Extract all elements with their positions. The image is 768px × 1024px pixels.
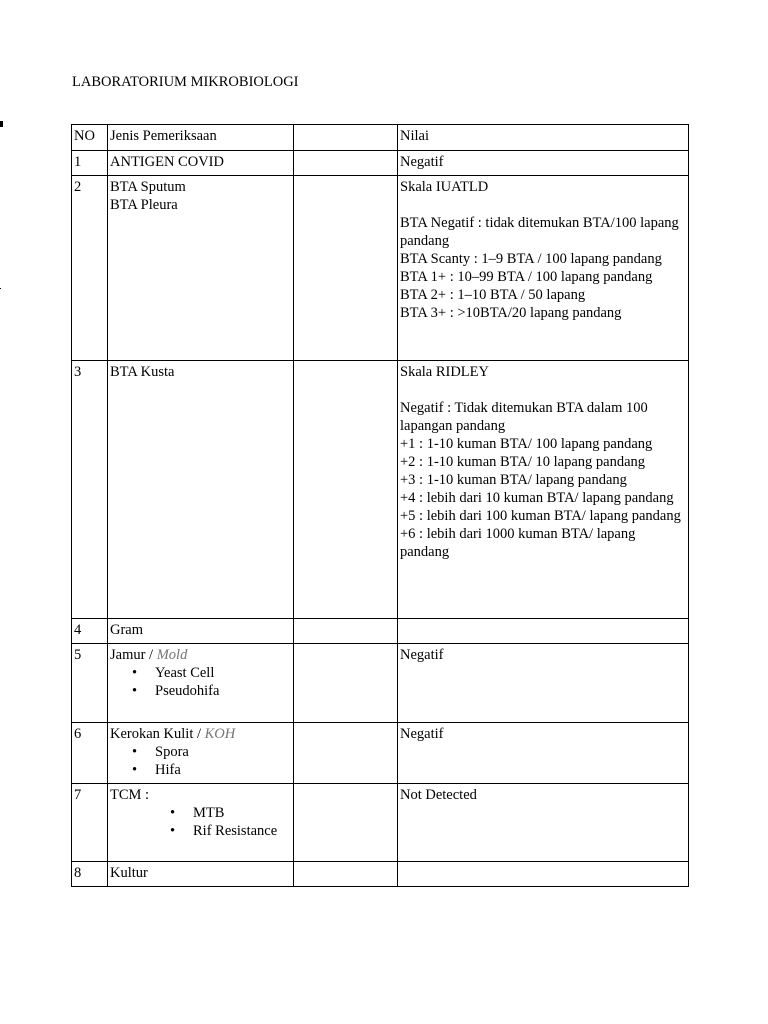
row-nilai bbox=[398, 862, 689, 887]
row-no: 4 bbox=[72, 619, 108, 644]
header-jenis-pemeriksaan: Jenis Pemeriksaan bbox=[108, 125, 294, 151]
jenis-italic-label: Mold bbox=[156, 647, 188, 663]
jenis-line: BTA Pleura bbox=[110, 197, 178, 213]
jenis-italic-label: KOH bbox=[204, 726, 236, 742]
bullet-list bbox=[110, 664, 291, 700]
row-no: 7 bbox=[72, 784, 108, 862]
row-empty bbox=[294, 151, 398, 176]
scale-title: Skala IUATLD bbox=[400, 179, 489, 195]
row-nilai bbox=[398, 176, 689, 361]
row-nilai: Negatif bbox=[398, 723, 689, 784]
table-row bbox=[72, 176, 689, 361]
row-jenis: BTA Kusta bbox=[108, 361, 294, 619]
scale-line: BTA Negatif : tidak ditemukan BTA/100 lapang pandang bbox=[400, 215, 679, 249]
lab-results-table bbox=[71, 124, 689, 887]
table-row bbox=[72, 784, 689, 862]
row-no: 5 bbox=[72, 644, 108, 723]
row-no: 8 bbox=[72, 862, 108, 887]
table-row bbox=[72, 151, 689, 176]
row-jenis bbox=[108, 723, 294, 784]
table-row bbox=[72, 619, 689, 644]
scale-line: +1 : 1-10 kuman BTA/ 100 lapang pandang bbox=[400, 436, 653, 452]
row-empty bbox=[294, 723, 398, 784]
row-jenis bbox=[108, 176, 294, 361]
table-row bbox=[72, 361, 689, 619]
list-item: • Hifa bbox=[110, 761, 291, 779]
header-empty bbox=[294, 125, 398, 151]
row-jenis: Kultur bbox=[108, 862, 294, 887]
table-row bbox=[72, 723, 689, 784]
scale-line: +4 : lebih dari 10 kuman BTA/ lapang pandang bbox=[400, 490, 674, 506]
table-row bbox=[72, 644, 689, 723]
jenis-heading bbox=[110, 646, 291, 664]
list-item: • Yeast Cell bbox=[110, 664, 291, 682]
row-empty bbox=[294, 619, 398, 644]
row-nilai: Negatif bbox=[398, 644, 689, 723]
list-item: • Rif Resistance bbox=[110, 822, 291, 840]
jenis-label: TCM : bbox=[110, 787, 150, 803]
scale-line: BTA 2+ : 1–10 BTA / 50 lapang bbox=[400, 287, 586, 303]
bullet-list bbox=[110, 804, 291, 840]
row-no: 6 bbox=[72, 723, 108, 784]
scale-line: +2 : 1-10 kuman BTA/ 10 lapang pandang bbox=[400, 454, 646, 470]
row-no: 1 bbox=[72, 151, 108, 176]
table-row bbox=[72, 862, 689, 887]
row-empty bbox=[294, 644, 398, 723]
spacer bbox=[400, 196, 686, 214]
header-nilai: Nilai bbox=[398, 125, 689, 151]
list-item: • MTB bbox=[110, 804, 291, 822]
jenis-heading bbox=[110, 725, 291, 743]
table-header-row bbox=[72, 125, 689, 151]
row-empty bbox=[294, 784, 398, 862]
scale-line: +6 : lebih dari 1000 kuman BTA/ lapang pandang bbox=[400, 526, 636, 560]
list-item: • Spora bbox=[110, 743, 291, 761]
scale-line: BTA 1+ : 10–99 BTA / 100 lapang pandang bbox=[400, 269, 653, 285]
list-item: • Pseudohifa bbox=[110, 682, 291, 700]
jenis-line: BTA Sputum bbox=[110, 179, 186, 195]
jenis-label: Jamur / bbox=[110, 647, 157, 663]
row-empty bbox=[294, 176, 398, 361]
row-nilai: Not Detected bbox=[398, 784, 689, 862]
row-jenis bbox=[108, 784, 294, 862]
row-nilai bbox=[398, 619, 689, 644]
spacer bbox=[400, 381, 686, 399]
page-title: LABORATORIUM MIKROBIOLOGI bbox=[72, 74, 299, 90]
scale-line: BTA Scanty : 1–9 BTA / 100 lapang pandang bbox=[400, 251, 662, 267]
scale-line: Negatif : Tidak ditemukan BTA dalam 100 lapangan pandang bbox=[400, 400, 648, 434]
bullet-list bbox=[110, 743, 291, 779]
row-nilai bbox=[398, 361, 689, 619]
row-jenis bbox=[108, 644, 294, 723]
row-no: 2 bbox=[72, 176, 108, 361]
scale-line: BTA 3+ : >10BTA/20 lapang pandang bbox=[400, 305, 622, 321]
scale-line: +5 : lebih dari 100 kuman BTA/ lapang pandang bbox=[400, 508, 681, 524]
scale-title: Skala RIDLEY bbox=[400, 364, 489, 380]
margin-mark bbox=[0, 121, 3, 127]
row-empty bbox=[294, 361, 398, 619]
scale-line: +3 : 1-10 kuman BTA/ lapang pandang bbox=[400, 472, 627, 488]
row-empty bbox=[294, 862, 398, 887]
header-no: NO bbox=[72, 125, 108, 151]
margin-dot bbox=[0, 288, 1, 289]
row-no: 3 bbox=[72, 361, 108, 619]
row-jenis: Gram bbox=[108, 619, 294, 644]
row-jenis: ANTIGEN COVID bbox=[108, 151, 294, 176]
row-nilai: Negatif bbox=[398, 151, 689, 176]
jenis-label: Kerokan Kulit / bbox=[110, 726, 205, 742]
